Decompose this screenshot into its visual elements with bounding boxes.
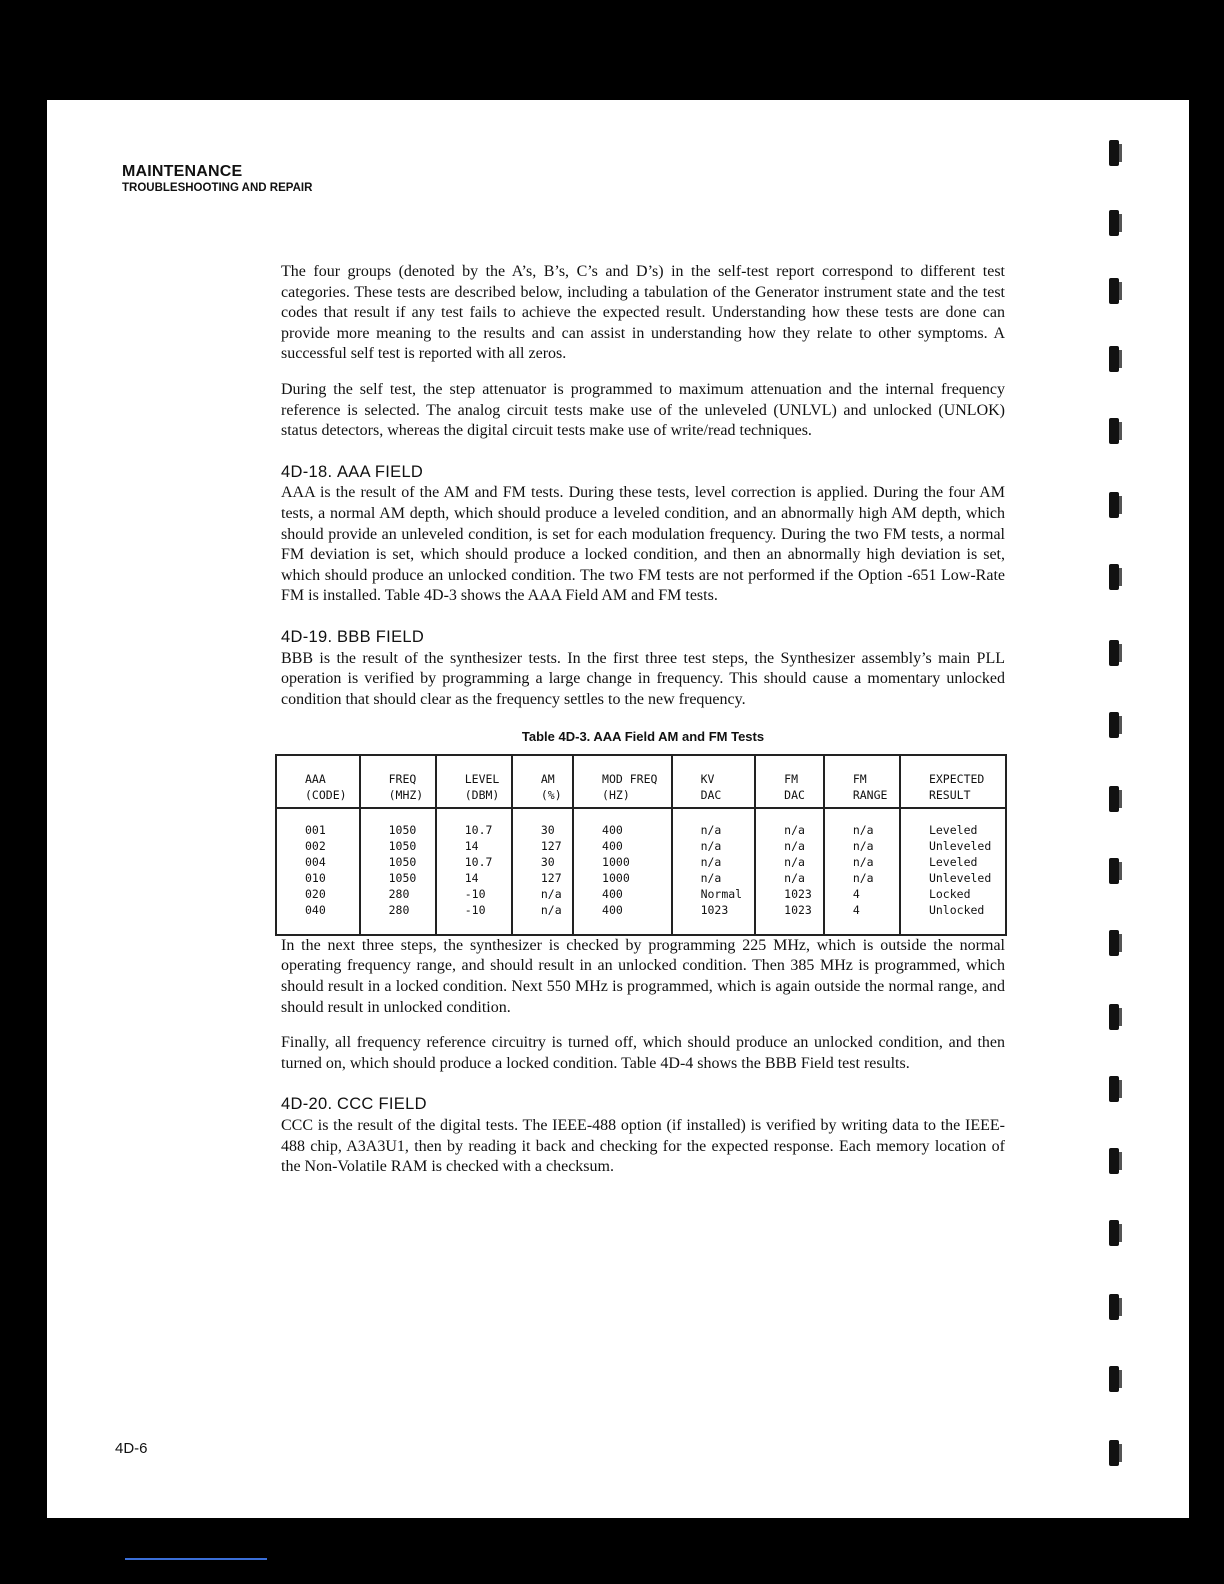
table-cell: n/a xyxy=(824,838,900,854)
table-cell: 1000 xyxy=(573,870,672,886)
table-cell: 4 xyxy=(824,886,900,902)
intro-paragraph-1: The four groups (denoted by the A’s, B’s, C’s and D’s) in the self-test report correspond to different test categories. These tests are described below, including a tabulation of the Generator instrument state and the test codes that result if any test fails to achieve the expected result. Understanding how these tests are done can provide more meaning to the results and can assist in understanding how they relate to other symptoms. A successful self test is reported with all zeros. xyxy=(281,263,1005,363)
intro-paragraph-2: During the self test, the step attenuator is programmed to maximum attenuation and the internal frequency reference is selected. The analog circuit tests make use of the unleveled (UNLVL) and unlocked (UNLOK) status detectors, whereas the digital circuit tests make use of write/read techniques. xyxy=(281,380,1005,440)
table-cell: 1023 xyxy=(755,902,824,935)
table-cell: 1023 xyxy=(755,886,824,902)
binder-mark xyxy=(1109,278,1119,304)
after-table-paragraph-1: In the next three steps, the synthesizer is checked by programming 225 MHz, which is outside the normal operating frequency range, and should result in an unlocked condition. Then 385 MHz is programmed, which should result in a locked condition. Next 550 MHz is programmed, which is again outside the normal range, and should result in unlocked condition. xyxy=(281,936,1005,1016)
aaa-field-table xyxy=(275,754,1007,936)
page-content xyxy=(281,262,1005,1193)
binder-mark xyxy=(1109,1220,1119,1246)
table-cell: 280 xyxy=(360,902,436,935)
table-cell: Leveled xyxy=(900,808,1006,838)
binder-mark xyxy=(1109,1076,1119,1102)
table-cell: Unleveled xyxy=(900,870,1006,886)
table-cell: n/a xyxy=(512,886,573,902)
binder-mark xyxy=(1109,1294,1119,1320)
table-row xyxy=(276,870,1006,886)
table-cell: Unleveled xyxy=(900,838,1006,854)
binder-mark xyxy=(1109,1004,1119,1030)
table-cell: 010 xyxy=(276,870,360,886)
table-header-row xyxy=(276,755,1006,808)
col-header: KV DAC xyxy=(672,755,756,808)
col-header: AM (%) xyxy=(512,755,573,808)
table-cell: 10.7 xyxy=(436,854,512,870)
col-header: LEVEL (DBM) xyxy=(436,755,512,808)
section-bbb-title: BBB FIELD xyxy=(337,627,425,646)
col-header: AAA (CODE) xyxy=(276,755,360,808)
scan-edge-mark xyxy=(125,1558,267,1560)
table-cell: 30 xyxy=(512,808,573,838)
table-cell: n/a xyxy=(512,902,573,935)
table-cell: n/a xyxy=(824,808,900,838)
table-cell: 1000 xyxy=(573,854,672,870)
header-subtitle: TROUBLESHOOTING AND REPAIR xyxy=(122,182,313,194)
table-cell: 14 xyxy=(436,870,512,886)
section-ccc-text: CCC is the result of the digital tests. The IEEE-488 option (if installed) is verified by writing data to the IEEE-488 chip, A3A3U1, then by reading it back and checking for the expected response. Each memory location of the Non-Volatile RAM is checked with a checksum. xyxy=(281,1117,1005,1176)
binder-mark xyxy=(1109,930,1119,956)
table-cell: 001 xyxy=(276,808,360,838)
table-cell: n/a xyxy=(672,870,756,886)
binder-mark xyxy=(1109,418,1119,444)
table-cell: Leveled xyxy=(900,854,1006,870)
table-cell: n/a xyxy=(672,854,756,870)
table-cell: 004 xyxy=(276,854,360,870)
table-cell: 14 xyxy=(436,838,512,854)
table-cell: 400 xyxy=(573,902,672,935)
table-row xyxy=(276,854,1006,870)
col-header: MOD FREQ (HZ) xyxy=(573,755,672,808)
table-title: Table 4D-3. AAA Field AM and FM Tests xyxy=(521,729,765,745)
table-cell: 30 xyxy=(512,854,573,870)
col-header: FM DAC xyxy=(755,755,824,808)
table-cell: 127 xyxy=(512,870,573,886)
binder-mark xyxy=(1109,346,1119,372)
binder-mark xyxy=(1109,858,1119,884)
table-cell: n/a xyxy=(755,870,824,886)
table-cell: n/a xyxy=(672,838,756,854)
table-row xyxy=(276,808,1006,838)
table-cell: 280 xyxy=(360,886,436,902)
binder-mark xyxy=(1109,1440,1119,1466)
table-cell: 10.7 xyxy=(436,808,512,838)
table-cell: n/a xyxy=(755,808,824,838)
section-aaa-text: AAA is the result of the AM and FM tests. During these tests, level correction is applied. During the four AM tests, a normal AM depth, which should produce a leveled condition, and an abnormally high AM depth, which should provide an unleveled condition, is set for each modulation frequency. During the two FM tests, a normal FM deviation is set, which should produce a locked condition, and then an abnormally high deviation is set, which should produce an unlocked condition. The two FM tests are not performed if the Option -651 Low-Rate FM is installed. Table 4D-3 shows the AAA Field AM and FM tests. xyxy=(281,484,1005,605)
table-cell: -10 xyxy=(436,902,512,935)
header-title: MAINTENANCE xyxy=(122,163,243,180)
section-bbb-heading xyxy=(281,627,1005,648)
table-cell: Unlocked xyxy=(900,902,1006,935)
table-cell: Locked xyxy=(900,886,1006,902)
table-cell: Normal xyxy=(672,886,756,902)
section-bbb-text: BBB is the result of the synthesizer tests. In the first three test steps, the Synthesizer assembly’s main PLL operation is verified by programming a large change in frequency. This should cause a momentary unlocked condition that should clear as the frequency settles to the new frequency. xyxy=(281,649,1005,708)
table-cell: 400 xyxy=(573,838,672,854)
after-table-paragraph-2: Finally, all frequency reference circuitry is turned off, which should produce an unlocked condition, and then turned on, which should produce a locked condition. Table 4D-4 shows the BBB Field test results. xyxy=(281,1034,1005,1072)
section-bbb-number: 4D-19. xyxy=(281,627,333,646)
table-cell: 4 xyxy=(824,902,900,935)
table-cell: 1023 xyxy=(672,902,756,935)
table-cell: n/a xyxy=(755,838,824,854)
table-row xyxy=(276,838,1006,854)
page-header xyxy=(122,163,312,194)
col-header: FREQ (MHZ) xyxy=(360,755,436,808)
table-cell: 1050 xyxy=(360,838,436,854)
table-cell: 1050 xyxy=(360,808,436,838)
page-number: 4D-6 xyxy=(115,1440,148,1457)
document-page xyxy=(47,100,1189,1518)
table-cell: n/a xyxy=(755,854,824,870)
section-aaa-heading xyxy=(281,462,1005,483)
table-cell: n/a xyxy=(824,854,900,870)
col-header: EXPECTED RESULT xyxy=(900,755,1006,808)
table-cell: 020 xyxy=(276,886,360,902)
section-aaa-title: AAA FIELD xyxy=(337,462,424,481)
table-cell: -10 xyxy=(436,886,512,902)
table-cell: 1050 xyxy=(360,854,436,870)
binder-mark xyxy=(1109,712,1119,738)
binder-mark xyxy=(1109,492,1119,518)
table-cell: n/a xyxy=(672,808,756,838)
table-row xyxy=(276,886,1006,902)
binder-mark xyxy=(1109,210,1119,236)
binder-mark xyxy=(1109,640,1119,666)
col-header: FM RANGE xyxy=(824,755,900,808)
section-aaa-number: 4D-18. xyxy=(281,462,333,481)
binder-mark xyxy=(1109,564,1119,590)
binder-mark xyxy=(1109,140,1119,166)
section-ccc-number: 4D-20. xyxy=(281,1095,333,1114)
table-cell: 400 xyxy=(573,808,672,838)
table-cell: n/a xyxy=(824,870,900,886)
table-row xyxy=(276,902,1006,935)
binder-mark xyxy=(1109,1366,1119,1392)
table-cell: 400 xyxy=(573,886,672,902)
section-ccc-heading xyxy=(281,1094,1005,1115)
table-cell: 1050 xyxy=(360,870,436,886)
table-cell: 040 xyxy=(276,902,360,935)
binder-mark xyxy=(1109,786,1119,812)
table-cell: 127 xyxy=(512,838,573,854)
table-cell: 002 xyxy=(276,838,360,854)
binder-mark xyxy=(1109,1148,1119,1174)
section-ccc-title: CCC FIELD xyxy=(337,1095,427,1114)
